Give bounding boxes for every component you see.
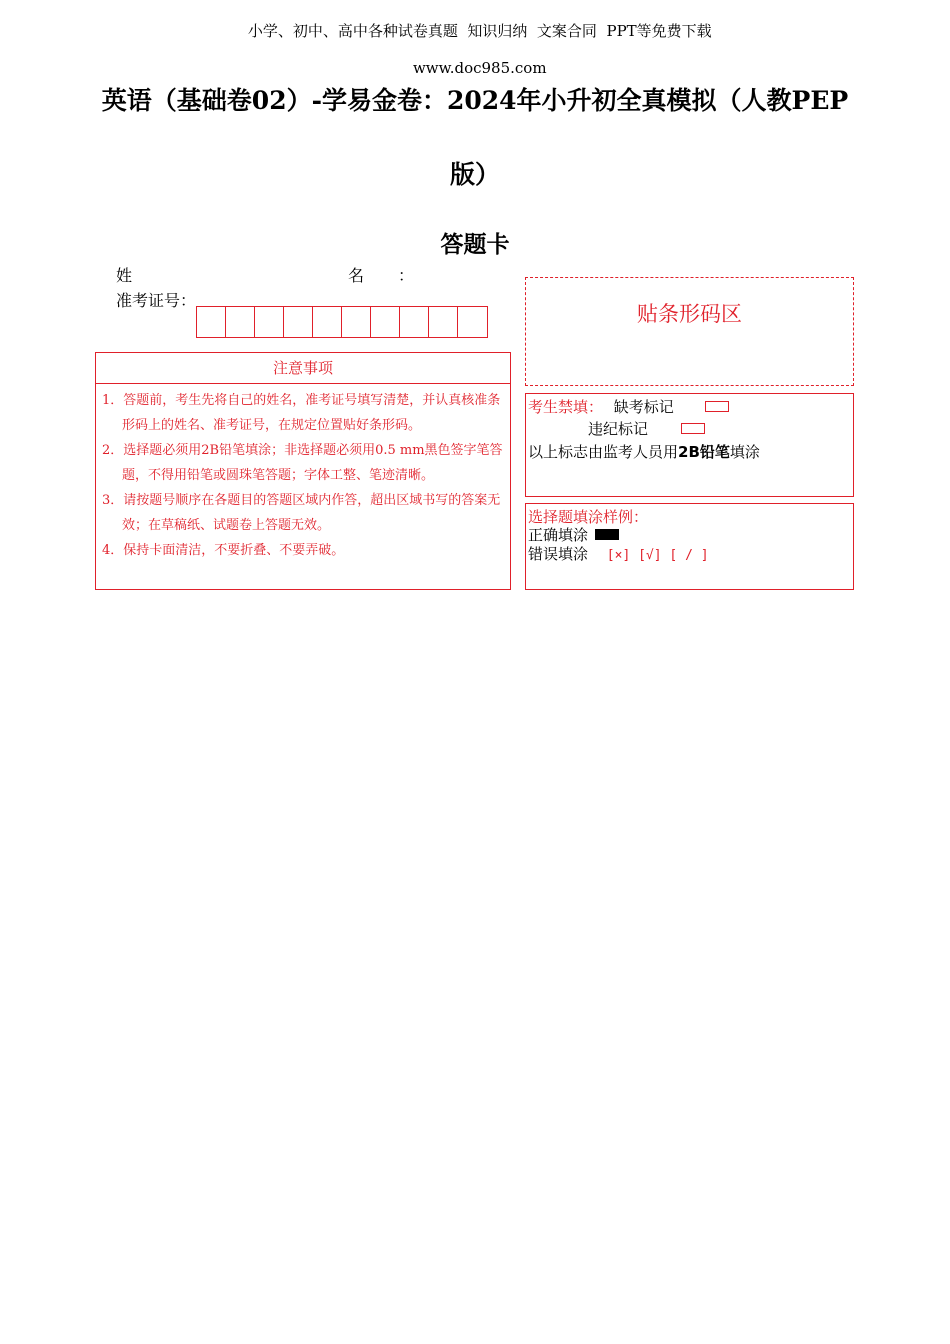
notice-heading: 注意事项 xyxy=(96,353,510,384)
name-label-second: 名 xyxy=(348,266,365,285)
violation-mark-box[interactable] xyxy=(681,423,705,434)
notice-item-1: 1．答题前，考生先将自己的姓名，准考证号填写清楚，并认真核准条形码上的姓名、准考证号，在规定位置贴好条形码。 xyxy=(102,393,501,433)
barcode-area xyxy=(525,277,854,386)
exam-id-cell[interactable] xyxy=(458,307,487,337)
notice-item-4: 4．保持卡面清洁，不要折叠、不要弄破。 xyxy=(102,543,345,558)
page-header xyxy=(0,2,950,77)
wrong-fill-samples: [×] [√] [ / ] xyxy=(606,548,709,563)
absent-label: 考生禁填： xyxy=(528,398,604,416)
exam-id-cell[interactable] xyxy=(313,307,342,337)
exam-id-label: 准考证号： xyxy=(116,291,197,310)
correct-fill-label: 正确填涂 xyxy=(528,526,589,544)
notice-list xyxy=(96,384,510,563)
violation-mark-label: 违纪标记 xyxy=(588,420,649,438)
exam-id-cell[interactable] xyxy=(429,307,458,337)
header-site-text: 小学、初中、高中各种试卷真题 知识归纳 文案合同 PPT等免费下载 xyxy=(247,22,712,40)
exam-id-cell[interactable] xyxy=(342,307,371,337)
notice-item-2: 2．选择题必须用2B铅笔填涂；非选择题必须用0.5 mm黑色签字笔答题，不得用铅笔或圆珠笔答题；字体工整、笔迹清晰。 xyxy=(102,443,503,483)
fill-sample-label: 选择题填涂样例： xyxy=(528,508,649,526)
exam-id-cell[interactable] xyxy=(197,307,226,337)
exam-id-cell[interactable] xyxy=(371,307,400,337)
absent-note-bold: 2B铅笔 xyxy=(678,443,730,461)
notice-box xyxy=(95,352,511,590)
exam-id-boxes[interactable] xyxy=(196,306,488,338)
absent-mark-box[interactable] xyxy=(705,401,729,412)
correct-fill-sample xyxy=(595,529,619,540)
absent-note-prefix: 以上标志由监考人员用 xyxy=(528,443,679,461)
notice-item-3: 3．请按题号顺序在各题目的答题区域内作答，超出区域书写的答案无效；在草稿纸、试题卷上答题无效。 xyxy=(102,493,501,533)
barcode-area-label: 贴条形码区 xyxy=(637,302,742,326)
exam-id-cell[interactable] xyxy=(400,307,429,337)
fill-sample-box xyxy=(525,503,854,590)
document-title-line1: 英语（基础卷02）-学易金卷：2024年小升初全真模拟（人教PEP xyxy=(101,86,849,115)
header-url[interactable]: www.doc985.com xyxy=(412,59,547,77)
absent-mark-label: 缺考标记 xyxy=(613,398,674,416)
document-title-line2: 版） xyxy=(449,160,500,189)
absent-marking-box xyxy=(525,393,854,497)
wrong-fill-label: 错误填涂 xyxy=(528,545,589,563)
name-colon: ： xyxy=(398,266,415,285)
exam-id-cell[interactable] xyxy=(226,307,255,337)
exam-id-cell[interactable] xyxy=(284,307,313,337)
exam-id-cell[interactable] xyxy=(255,307,284,337)
absent-note-suffix: 填涂 xyxy=(729,443,760,461)
name-label-first: 姓 xyxy=(116,266,133,285)
answer-card-title: 答题卡 xyxy=(440,232,510,258)
